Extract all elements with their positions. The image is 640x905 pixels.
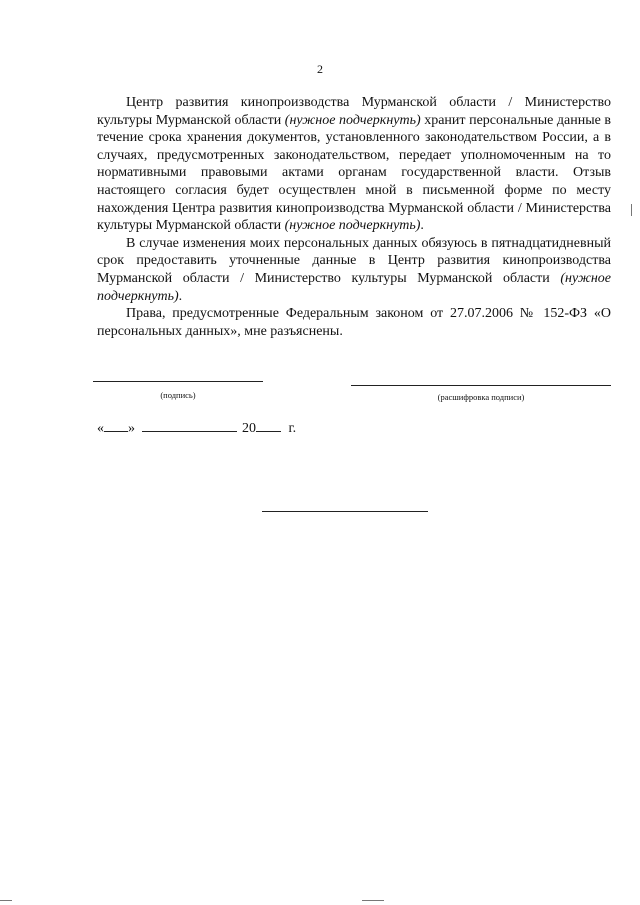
signature-decoding-caption: (расшифровка подписи) bbox=[437, 392, 525, 402]
scan-edge-mark bbox=[362, 900, 384, 901]
scan-edge-mark bbox=[0, 900, 12, 901]
consent-text bbox=[97, 94, 611, 340]
signature-decoding-line bbox=[351, 385, 611, 386]
paragraph-changes bbox=[97, 235, 611, 305]
signature-line bbox=[93, 381, 263, 382]
day-blank bbox=[104, 419, 128, 432]
signature-caption: (подпись) bbox=[160, 390, 196, 400]
paragraph-storage-text-1: Центр развития кинопроизводства Мурманской области / Министерство культуры Мурманской области bbox=[97, 95, 611, 128]
underline-note: (нужное подчеркнуть) bbox=[284, 218, 421, 234]
month-blank bbox=[142, 419, 237, 432]
underline-note: (нужное подчеркнуть) bbox=[97, 270, 611, 304]
year-suffix: г. bbox=[288, 421, 297, 436]
page-number: 2 bbox=[317, 62, 323, 76]
paragraph-storage-text-3: . bbox=[420, 218, 424, 234]
paragraph-rights: Права, предусмотренные Федеральным законом от 27.07.2006 № 152-ФЗ «О персональных данных», мне разъяснены. bbox=[97, 306, 611, 339]
paragraph-changes-text-2: . bbox=[178, 288, 183, 304]
year-blank bbox=[256, 419, 281, 432]
bottom-signature-line bbox=[262, 511, 428, 512]
paragraph-changes-text-1: В случае изменения моих персональных данных обязуюсь в пятнадцатидневный срок предоставить уточненные данные в Центр развития кинопроизводства Мурманской области / Министерство культуры Мурманской области bbox=[97, 235, 611, 286]
date-open-quote: « bbox=[97, 421, 104, 436]
date-close-quote: » bbox=[128, 421, 135, 436]
paragraph-storage bbox=[97, 94, 611, 235]
year-prefix: 20 bbox=[242, 421, 256, 436]
scan-edge-mark bbox=[631, 204, 632, 216]
date-field bbox=[97, 419, 296, 437]
underline-note: (нужное подчеркнуть) bbox=[284, 112, 421, 128]
paragraph-storage-text-2: хранит персональные данные в течение срока хранения документов, установленного законодательством России, а в случаях, предусмотренных законодательством, передает уполномоченным на то нормативными правовыми актами органам государственной власти. Отзыв настоящего согласия будет осуществлен мной в письменной форме по месту нахождения Центра развития кинопроизводства Мурманской области / Министерства культуры Мурманской области bbox=[97, 112, 611, 234]
